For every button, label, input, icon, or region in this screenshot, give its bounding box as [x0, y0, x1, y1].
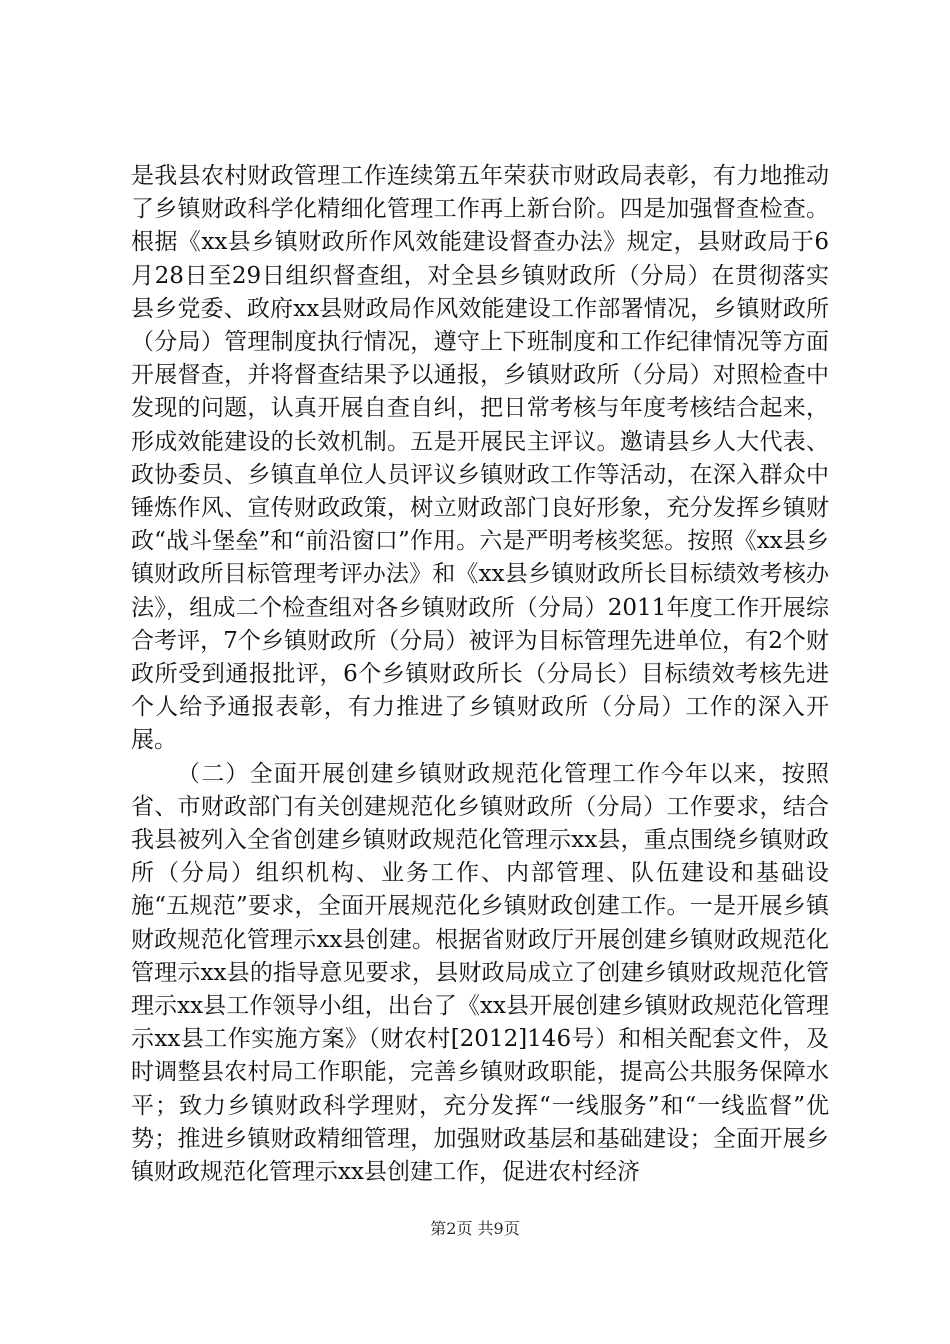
document-body [131, 160, 829, 1189]
paragraph-section-two: （二）全面开展创建乡镇财政规范化管理工作今年以来，按照省、市财政部门有关创建规范化乡镇财政所（分局）工作要求，结合我县被列入全省创建乡镇财政规范化管理示xx县，重点围绕乡镇财政所（分局）组织机构、业务工作、内部管理、队伍建设和基础设施“五规范”要求，全面开展规范化乡镇财政创建工作。一是开展乡镇财政规范化管理示xx县创建。根据省财政厅开展创建乡镇财政规范化管理示xx县的指导意见要求，县财政局成立了创建乡镇财政规范化管理示xx县工作领导小组，出台了《xx县开展创建乡镇财政规范化管理示xx县工作实施方案》（财农村[2012]146号）和相关配套文件，及时调整县农村局工作职能，完善乡镇财政职能，提高公共服务保障水平；致力乡镇财政科学理财，充分发挥“一线服务”和“一线监督”优势；推进乡镇财政精细管理，加强财政基层和基础建设；全面开展乡镇财政规范化管理示xx县创建工作，促进农村经济 [131, 760, 829, 1186]
paragraph-continuation: 是我县农村财政管理工作连续第五年荣获市财政局表彰，有力地推动了乡镇财政科学化精细化管理工作再上新台阶。四是加强督查检查。根据《xx县乡镇财政所作风效能建设督查办法》规定，县财政局于6月28日至29日组织督查组，对全县乡镇财政所（分局）在贯彻落实县乡党委、政府xx县财政局作风效能建设工作部署情况，乡镇财政所（分局）管理制度执行情况，遵守上下班制度和工作纪律情况等方面开展督查，并将督查结果予以通报，乡镇财政所（分局）对照检查中发现的问题，认真开展自查自纠，把日常考核与年度考核结合起来，形成效能建设的长效机制。五是开展民主评议。邀请县乡人大代表、政协委员、乡镇直单位人员评议乡镇财政工作等活动，在深入群众中锤炼作风、宣传财政政策，树立财政部门良好形象，充分发挥乡镇财政“战斗堡垒”和“前沿窗口”作用。六是严明考核奖惩。按照《xx县乡镇财政所目标管理考评办法》和《xx县乡镇财政所长目标绩效考核办法》，组成二个检查组对各乡镇财政所（分局）2011年度工作开展综合考评，7个乡镇财政所（分局）被评为目标管理先进单位，有2个财政所受到通报批评，6个乡镇财政所长（分局长）目标绩效考核先进个人给予通报表彰，有力推进了乡镇财政所（分局）工作的深入开展。 [131, 163, 829, 754]
page-number-footer: 第2页 共9页 [430, 1219, 520, 1238]
